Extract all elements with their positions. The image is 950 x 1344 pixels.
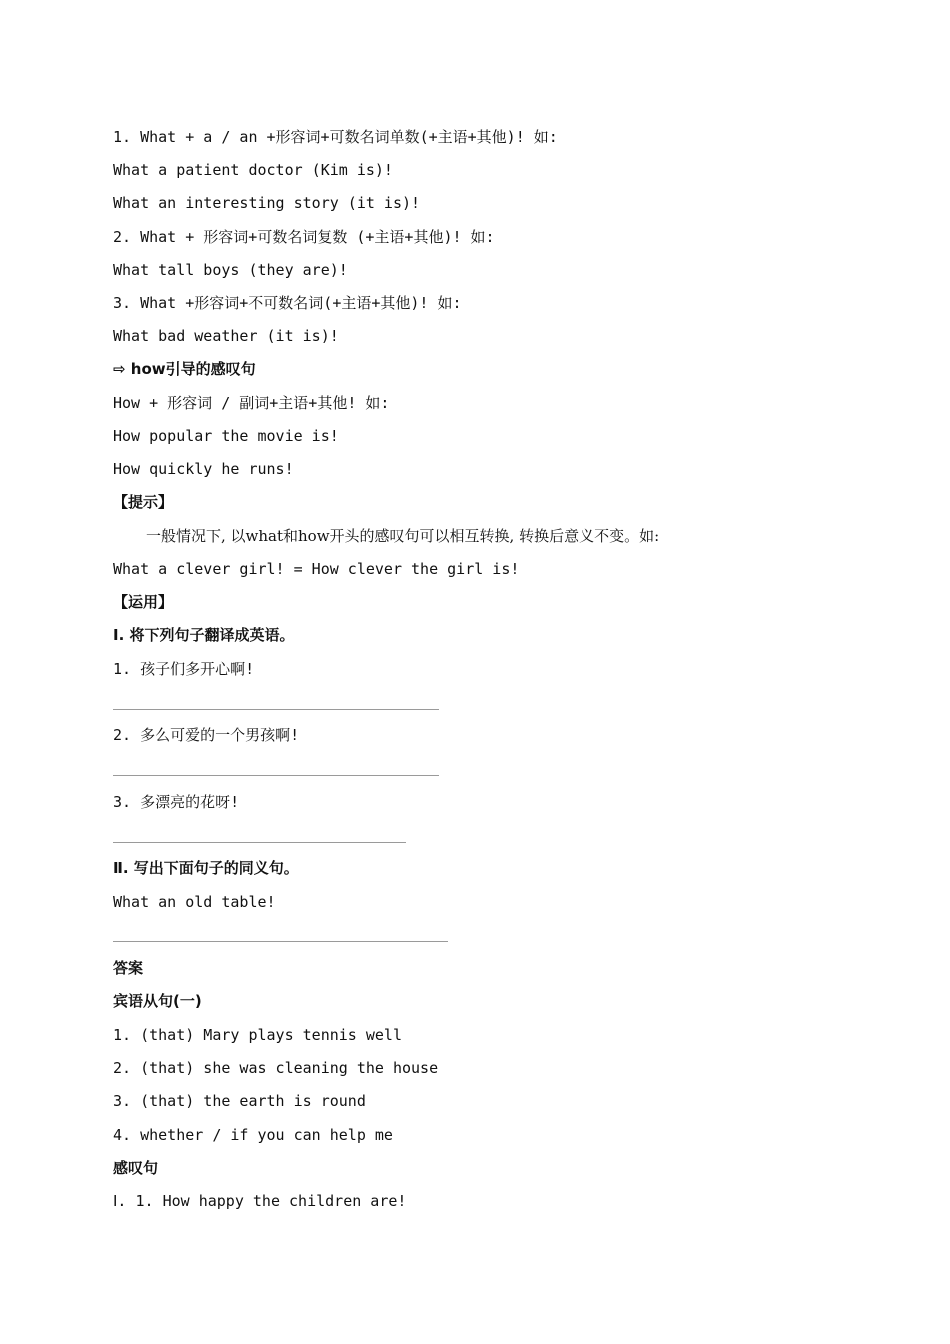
answer-2: 2. (that) she was cleaning the house [113,1059,439,1077]
tip-example: What a clever girl! = How clever the girl is! [113,560,520,578]
answer-1: 1. (that) Mary plays tennis well [113,1026,402,1044]
practice-question-3: 3. 多漂亮的花呀! [113,793,240,811]
practice-heading: 【运用】 [113,593,174,611]
practice-part1-heading: Ⅰ. 将下列句子翻译成英语。 [113,626,295,644]
how-example-1: How popular the movie is! [113,427,339,445]
answer-4: 4. whether / if you can help me [113,1126,393,1144]
answer-exclamation-1: Ⅰ. 1. How happy the children are! [113,1192,407,1210]
answer-blank-4[interactable] [113,941,448,942]
answers-section-1-heading: 宾语从句(一) [113,992,202,1010]
how-example-2: How quickly he runs! [113,460,294,478]
how-rule: How + 形容词 / 副词+主语+其他! 如: [113,394,390,412]
answers-section-2-heading: 感叹句 [113,1159,159,1177]
what-example-1b: What an interesting story (it is)! [113,194,421,212]
what-rule-2: 2. What + 形容词+可数名词复数 (+主语+其他)! 如: [113,228,495,246]
tip-text: 一般情况下, 以what和how开头的感叹句可以相互转换, 转换后意义不变。如: [146,527,660,545]
what-example-2: What tall boys (they are)! [113,261,348,279]
answer-3: 3. (that) the earth is round [113,1092,366,1110]
tip-heading: 【提示】 [113,493,174,511]
answers-heading: 答案 [113,959,144,977]
practice-part2-heading: Ⅱ. 写出下面句子的同义句。 [113,859,299,877]
answer-blank-2[interactable] [113,775,439,776]
practice-question-4: What an old table! [113,893,276,911]
what-example-3: What bad weather (it is)! [113,327,339,345]
how-heading: ⇨ how引导的感叹句 [113,360,256,378]
what-rule-1: 1. What + a / an +形容词+可数名词单数(+主语+其他)! 如: [113,128,558,146]
answer-blank-1[interactable] [113,709,439,710]
practice-question-2: 2. 多么可爱的一个男孩啊! [113,726,300,744]
answer-blank-3[interactable] [113,842,406,843]
what-rule-3: 3. What +形容词+不可数名词(+主语+其他)! 如: [113,294,462,312]
what-example-1a: What a patient doctor (Kim is)! [113,161,393,179]
practice-question-1: 1. 孩子们多开心啊! [113,660,255,678]
